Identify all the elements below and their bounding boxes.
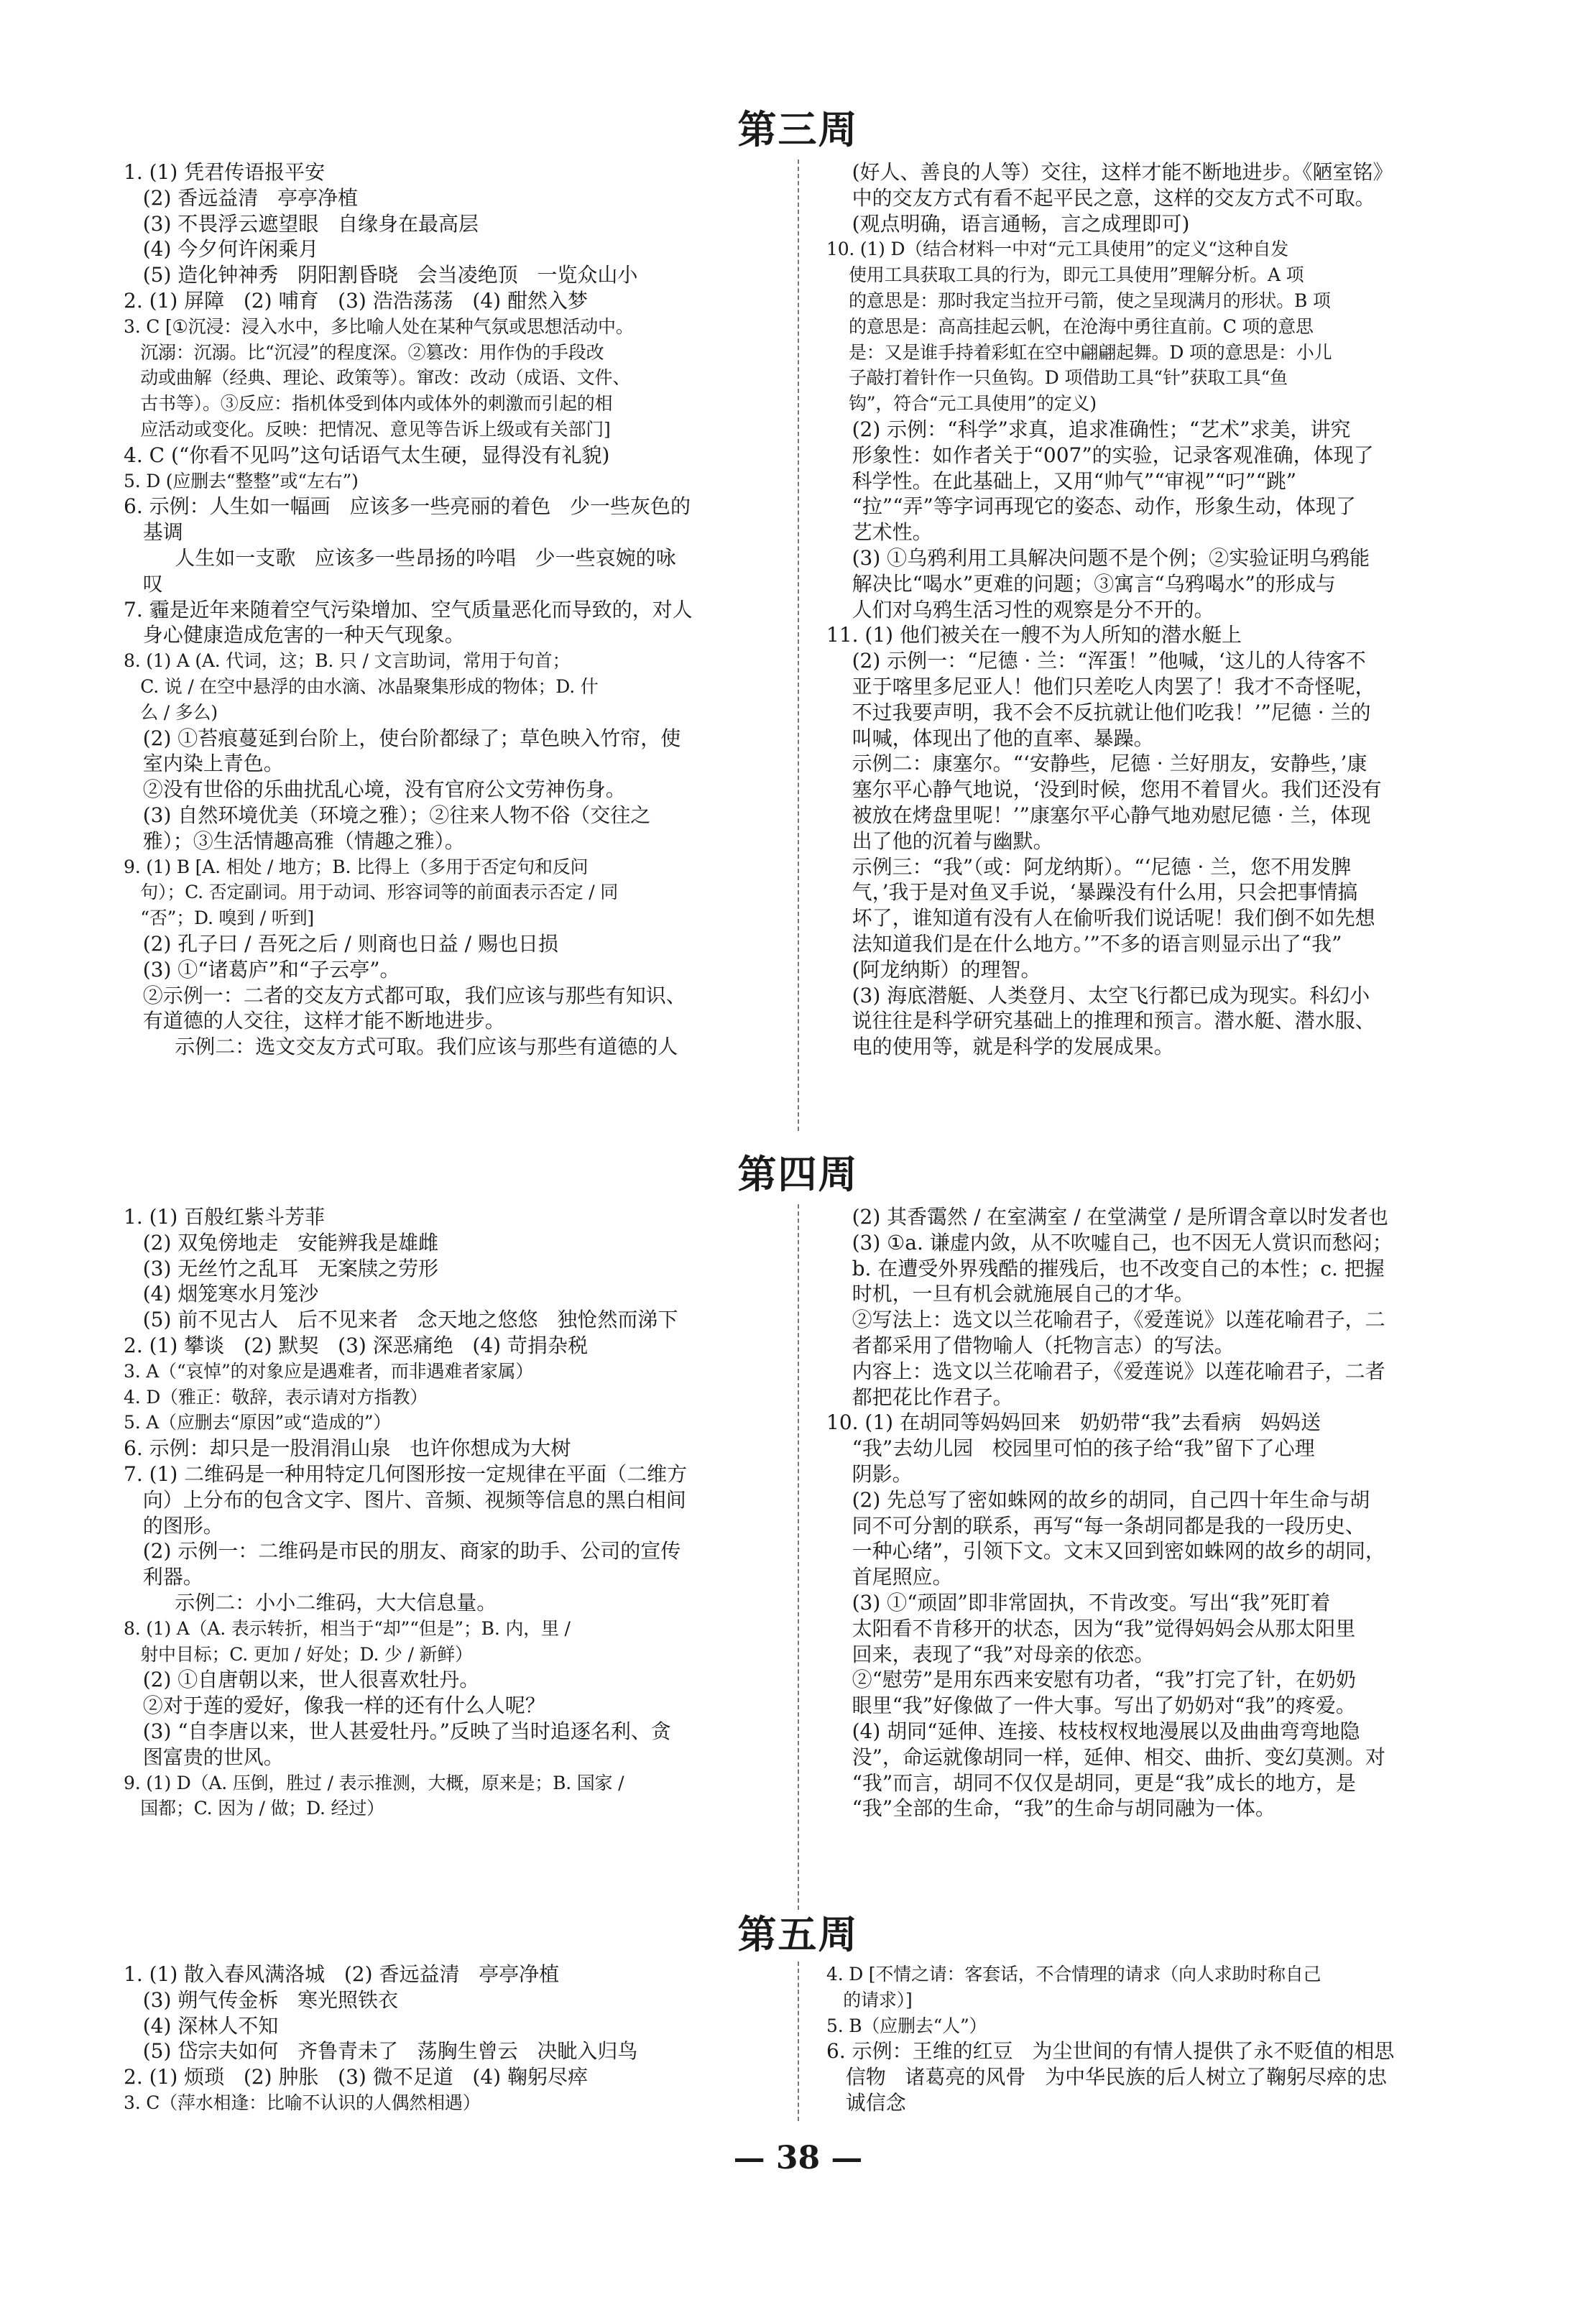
- answer-line: 子敲打着针作一只鱼钩。D 项借助工具“针”获取工具“鱼: [826, 367, 1288, 389]
- answer-line: 1. (1) 百般红紫斗芳菲: [124, 1205, 326, 1229]
- answer-line: 诚信念: [826, 2090, 906, 2115]
- answer-line: 不过我要声明，我不会不反抗就让他们吃我！’”尼德 · 兰的: [826, 700, 1371, 724]
- answer-line: (5) 岱宗夫如何 齐鲁青未了 荡胸生曾云 决眦入归鸟: [124, 2039, 638, 2064]
- section-right-column: [826, 1204, 1509, 1821]
- answer-line: 中的交友方式有看不起平民之意，这样的交友方式不可取。: [826, 185, 1375, 210]
- answer-line: 2. (1) 烦琐 (2) 肿胀 (3) 微不足道 (4) 鞠躬尽瘁: [124, 2065, 588, 2089]
- answer-line: 的图形。: [124, 1513, 223, 1538]
- answer-line: 内容上：选文以兰花喻君子，《爱莲说》以莲花喻君子，二者: [826, 1359, 1385, 1383]
- answer-line: 5. D (应删去“整整”或“左右”): [124, 470, 359, 491]
- answer-line: (2) 香远益清 亭亭净植: [124, 185, 358, 210]
- answer-line: (5) 前不见古人 后不见来者 念天地之悠悠 独怆然而涕下: [124, 1308, 678, 1332]
- answer-line: 句）；C. 否定副词。用于动词、形容词等的前面表示否定 / 同: [124, 882, 618, 903]
- answer-line: 示例二：小小二维码，大大信息量。: [124, 1590, 497, 1615]
- answer-line: (2) 先总写了密如蛛网的故乡的胡同，自己四十年生命与胡: [826, 1487, 1370, 1512]
- section-left-column: [124, 1962, 806, 2116]
- answer-line: (2) ①自唐朝以来，世人很喜欢牡丹。: [124, 1668, 480, 1692]
- answer-line: 11. (1) 他们被关在一艘不为人所知的潜水艇上: [826, 623, 1242, 647]
- column-divider: [798, 160, 799, 1131]
- answer-line: “否”；D. 嗅到 / 听到]: [124, 907, 314, 929]
- answer-line: (2) 孔子曰 / 吾死之后 / 则商也日益 / 赐也日损: [124, 931, 558, 956]
- answer-line: (4) 今夕何许闲乘月: [124, 237, 319, 262]
- answer-line: 基调: [124, 520, 183, 545]
- answer-line: 出了他的沉着与幽默。: [826, 828, 1053, 853]
- section-left-column: [124, 1204, 806, 1821]
- answer-line: ②没有世俗的乐曲扰乱心境，没有官府公文劳神伤身。: [124, 777, 626, 802]
- answer-line: (3) 朔气传金柝 寒光照铁衣: [124, 1987, 398, 2012]
- answer-line: “我”去幼儿园 校园里可怕的孩子给“我”留下了心理: [826, 1436, 1315, 1461]
- answer-line: 解决比“喝水”更难的问题；③寓言“乌鸦喝水”的形成与: [826, 571, 1336, 596]
- answer-line: (2) 示例一：“尼德 · 兰：“浑蛋！”他喊，‘这儿的人待客不: [826, 649, 1366, 673]
- answer-line: 没”，命运就像胡同一样，延伸、相交、曲折、变幻莫测。对: [826, 1745, 1385, 1769]
- answer-line: 古书等）。③反应：指机体受到体内或体外的刺激而引起的相: [124, 393, 613, 415]
- answer-line: (2) 其香霭然 / 在室满室 / 在堂满堂 / 是所谓含章以时发者也: [826, 1205, 1388, 1229]
- answer-line: 信物 诸葛亮的风骨 为中华民族的后人树立了鞠躬尽瘁的忠: [826, 2065, 1388, 2089]
- section-right-column: [826, 1962, 1509, 2116]
- answer-line: “我”而言，胡同不仅仅是胡同，更是“我”成长的地方，是: [826, 1770, 1356, 1795]
- answer-line: 射中目标；C. 更加 / 好处；D. 少 / 新鲜）: [124, 1643, 473, 1665]
- section-left-column: [124, 160, 806, 1060]
- answer-line: 人生如一支歌 应该多一些昂扬的吟唱 少一些哀婉的咏: [124, 545, 676, 570]
- answer-line: (3) “自李唐以来，世人甚爱牡丹。”反映了当时追逐名利、贪: [124, 1719, 671, 1743]
- answer-line: 示例三：“我”（或：阿龙纳斯）。“‘尼德 · 兰，您不用发脾: [826, 854, 1352, 879]
- answer-line: 使用工具获取工具的行为，即元工具使用”理解分析。A 项: [826, 264, 1304, 286]
- answer-line: (2) 示例一：二维码是市民的朋友、商家的助手、公司的宣传: [124, 1539, 681, 1563]
- answer-line: (3) ①“诸葛庐”和“子云亭”。: [124, 957, 400, 981]
- answer-line: 动或曲解（经典、理论、政策等）。窜改：改动（成语、文件、: [124, 367, 631, 389]
- answer-line: 么 / 多么): [124, 701, 218, 723]
- answer-line: (4) 胡同“延伸、连接、枝枝杈杈地漫展以及曲曲弯弯地隐: [826, 1719, 1360, 1743]
- answer-line: 叹: [124, 571, 163, 596]
- answer-line: 的意思是：高高挂起云帆，在沧海中勇往直前。C 项的意思: [826, 315, 1314, 337]
- answer-line: 示例二：康塞尔。“‘安静些，尼德 · 兰好朋友，安静些，’康: [826, 752, 1367, 776]
- answer-line: 3. C [①沉浸：浸入水中，多比喻人处在某种气氛或思想活动中。: [124, 315, 634, 337]
- answer-line: 钩”，符合“元工具使用”的定义): [826, 393, 1097, 415]
- answer-line: 4. D（雅正：敬辞，表示请对方指教）: [124, 1386, 428, 1408]
- answer-line: 回来，表现了“我”对母亲的依恋。: [826, 1642, 1155, 1666]
- answer-line: ②写法上：选文以兰花喻君子，《爱莲说》以莲花喻君子，二: [826, 1308, 1385, 1332]
- answer-line: (3) 无丝竹之乱耳 无案牍之劳形: [124, 1256, 438, 1280]
- answer-line: “拉”“弄”等字词再现它的姿态、动作，形象生动，体现了: [826, 494, 1356, 519]
- answer-line: 9. (1) B [A. 相处 / 地方；B. 比得上（多用于否定句和反问: [124, 856, 589, 877]
- answer-line: (好人、善良的人等）交往，这样才能不断地进步。《陋室铭》: [826, 160, 1393, 184]
- answer-line: 应活动或变化。反映：把情况、意见等告诉上级或有关部门]: [124, 418, 611, 440]
- answer-line: 科学性。在此基础上，又用“帅气”“审视”“叼”“跳”: [826, 468, 1297, 493]
- answer-line: (2) 示例：“科学”求真，追求准确性；“艺术”求美，讲究: [826, 417, 1351, 441]
- answer-line: 1. (1) 凭君传语报平安: [124, 160, 326, 184]
- answer-line: 都把花比作君子。: [826, 1385, 1013, 1409]
- answer-line: 气，’我于是对鱼叉手说，‘暴躁没有什么用，只会把事情搞: [826, 880, 1358, 905]
- answer-line: (3) 海底潜艇、人类登月、太空飞行都已成为现实。科幻小: [826, 983, 1370, 1007]
- answer-line: 2. (1) 屏障 (2) 哺育 (3) 浩浩荡荡 (4) 酣然入梦: [124, 288, 588, 313]
- column-divider: [798, 1962, 799, 2121]
- answer-line: 说往往是科学研究基础上的推理和预言。潜水艇、潜水服、: [826, 1009, 1375, 1033]
- answer-line: 10. (1) D（结合材料一中对“元工具使用”的定义“这种自发: [826, 239, 1289, 260]
- answer-line: 国都；C. 因为 / 做；D. 经过）: [124, 1798, 384, 1819]
- answer-line: 4. D [不情之请：客套话，不合情理的请求（向人求助时称自己: [826, 1964, 1321, 1985]
- answer-line: 的请求）]: [826, 1989, 913, 2010]
- answer-line: 的意思是：那时我定当拉开弓箭，使之呈现满月的形状。B 项: [826, 290, 1331, 311]
- answer-line: 3. A（“哀悼”的对象应是遇难者，而非遇难者家属）: [124, 1360, 534, 1382]
- answer-line: 4. C (“你看不见吗”这句话语气太生硬，显得没有礼貌): [124, 443, 610, 467]
- answer-line: 向）上分布的包含文字、图片、音频、视频等信息的黑白相间: [124, 1487, 686, 1512]
- answer-line: “我”全部的生命，“我”的生命与胡同融为一体。: [826, 1796, 1276, 1821]
- answer-line: 8. (1) A（A. 表示转折，相当于“却”“但是”；B. 内，里 /: [124, 1617, 571, 1639]
- page-number: — 38 —: [733, 2140, 863, 2176]
- answer-line: (3) 不畏浮云遮望眼 自缘身在最高层: [124, 211, 479, 236]
- answer-line: (3) ①“顽固”即非常固执，不肯改变。写出“我”死盯着: [826, 1590, 1331, 1615]
- answer-line: (3) 自然环境优美（环境之雅）；②往来人物不俗（交往之: [124, 803, 651, 827]
- answer-line: 者都采用了借物喻人（托物言志）的写法。: [826, 1333, 1235, 1357]
- answer-line: (3) ①乌鸦利用工具解决问题不是个例；②实验证明乌鸦能: [826, 545, 1370, 570]
- answer-line: 利器。: [124, 1565, 203, 1589]
- answer-line: 是：又是谁手持着彩虹在空中翩翩起舞。D 项的意思是：小儿: [826, 341, 1332, 363]
- answer-line: 6. 示例：却只是一股涓涓山泉 也许你想成为大树: [124, 1436, 571, 1461]
- answer-line: ②示例一：二者的交友方式都可取，我们应该与那些有知识、: [124, 983, 686, 1007]
- answer-line: 眼里“我”好像做了一件大事。写出了奶奶对“我”的疼爱。: [826, 1694, 1356, 1718]
- answer-line: 7. 霾是近年来随着空气污染增加、空气质量恶化而导致的，对人: [124, 597, 693, 622]
- answer-line: 同不可分割的联系，再写“每一条胡同都是我的一段历史、: [826, 1513, 1365, 1538]
- answer-line: 雅）；③生活情趣高雅（情趣之雅）。: [124, 828, 465, 853]
- answer-line: b. 在遭受外界残酷的摧残后，也不改变自己的本性；c. 把握: [826, 1256, 1385, 1280]
- section-title: 第五周: [737, 1911, 859, 1957]
- answer-line: 艺术性。: [826, 520, 933, 545]
- answer-line: (阿龙纳斯）的理智。: [826, 957, 1041, 981]
- answer-line: 塞尔平心静气地说，‘没到时候，您用不着冒火。我们还没有: [826, 777, 1382, 802]
- answer-line: 8. (1) A (A. 代词，这；B. 只 / 文言助词，常用于句首；: [124, 650, 571, 672]
- answer-line: (5) 造化钟神秀 阴阳割昏晓 会当凌绝顶 一览众山小: [124, 263, 638, 287]
- answer-line: 5. B（应删去“人”）: [826, 2015, 987, 2036]
- answer-line: ②对于莲的爱好，像我一样的还有什么人呢？: [124, 1694, 545, 1718]
- answer-line: (4) 深林人不知: [124, 2013, 279, 2038]
- answer-line: (4) 烟笼寒水月笼沙: [124, 1282, 319, 1306]
- answer-line: 一种心绪”，引领下文。文末又回到密如蛛网的故乡的胡同，: [826, 1539, 1385, 1563]
- answer-line: 6. 示例：王维的红豆 为尘世间的有情人提供了永不贬值的相思: [826, 2039, 1395, 2064]
- answer-line: ②“慰劳”是用东西来安慰有功者，“我”打完了针，在奶奶: [826, 1668, 1356, 1692]
- answer-line: 1. (1) 散入春风满洛城 (2) 香远益清 亭亭净植: [124, 1962, 560, 1986]
- answer-line: 9. (1) D（A. 压倒，胜过 / 表示推测，大概，原来是；B. 国家 /: [124, 1772, 624, 1793]
- answer-line: 阴影。: [826, 1461, 913, 1486]
- answer-line: C. 说 / 在空中悬浮的由水滴、冰晶聚集形成的物体；D. 什: [124, 675, 599, 697]
- answer-line: 形象性：如作者关于“007”的实验，记录客观准确，体现了: [826, 443, 1374, 467]
- section-right-column: [826, 160, 1509, 1060]
- answer-line: 示例二：选文交友方式可取。我们应该与那些有道德的人: [124, 1035, 678, 1059]
- column-divider: [798, 1204, 799, 1910]
- answer-line: 室内染上青色。: [124, 752, 284, 776]
- answer-line: 叫喊，体现出了他的直率、暴躁。: [826, 726, 1154, 750]
- answer-line: 首尾照应。: [826, 1565, 953, 1589]
- answer-line: 坏了，谁知道有没有人在偷听我们说话呢！我们倒不如先想: [826, 906, 1375, 930]
- answer-line: (2) 双兔傍地走 安能辨我是雄雌: [124, 1230, 438, 1255]
- section-title: 第三周: [737, 106, 859, 152]
- answer-line: 3. C（萍水相逢：比喻不认识的人偶然相遇）: [124, 2092, 481, 2113]
- answer-line: 图富贵的世风。: [124, 1745, 284, 1769]
- answer-line: 身心健康造成危害的一种天气现象。: [124, 623, 465, 647]
- answer-line: 人们对乌鸦生活习性的观察是分不开的。: [826, 597, 1214, 622]
- answer-line: 沉溺：沉溺。比“沉浸”的程度深。②篡改：用作伪的手段改: [124, 341, 604, 363]
- answer-line: 时机，一旦有机会就施展自己的才华。: [826, 1282, 1194, 1306]
- answer-line: 法知道我们是在什么地方。’”不多的语言则显示出了“我”: [826, 931, 1342, 956]
- answer-line: 被放在烤盘里呢！’”康塞尔平心静气地劝慰尼德 · 兰，体现: [826, 803, 1371, 827]
- answer-line: 2. (1) 攀谈 (2) 默契 (3) 深恶痛绝 (4) 苛捐杂税: [124, 1333, 588, 1357]
- answer-line: 有道德的人交往，这样才能不断地进步。: [124, 1009, 505, 1033]
- answer-line: (观点明确，语言通畅，言之成理即可): [826, 211, 1190, 236]
- answer-line: 6. 示例：人生如一幅画 应该多一些亮丽的着色 少一些灰色的: [124, 494, 691, 519]
- answer-line: 5. A（应删去“原因”或“造成的”）: [124, 1412, 392, 1433]
- answer-line: 7. (1) 二维码是一种用特定几何图形按一定规律在平面（二维方: [124, 1461, 688, 1486]
- section-title: 第四周: [737, 1151, 859, 1197]
- answer-line: 太阳看不肯移开的状态，因为“我”觉得妈妈会从那太阳里: [826, 1616, 1356, 1640]
- answer-line: 亚于喀里多尼亚人！他们只差吃人肉罢了！我才不奇怪呢，: [826, 674, 1375, 698]
- answer-line: 电的使用等，就是科学的发展成果。: [826, 1035, 1174, 1059]
- answer-line: (2) ①苔痕蔓延到台阶上，使台阶都绿了；草色映入竹帘，使: [124, 726, 681, 750]
- answer-line: (3) ①a. 谦虚内敛，从不吹嘘自己，也不因无人赏识而愁闷；: [826, 1230, 1393, 1255]
- answer-line: 10. (1) 在胡同等妈妈回来 奶奶带“我”去看病 妈妈送: [826, 1410, 1321, 1435]
